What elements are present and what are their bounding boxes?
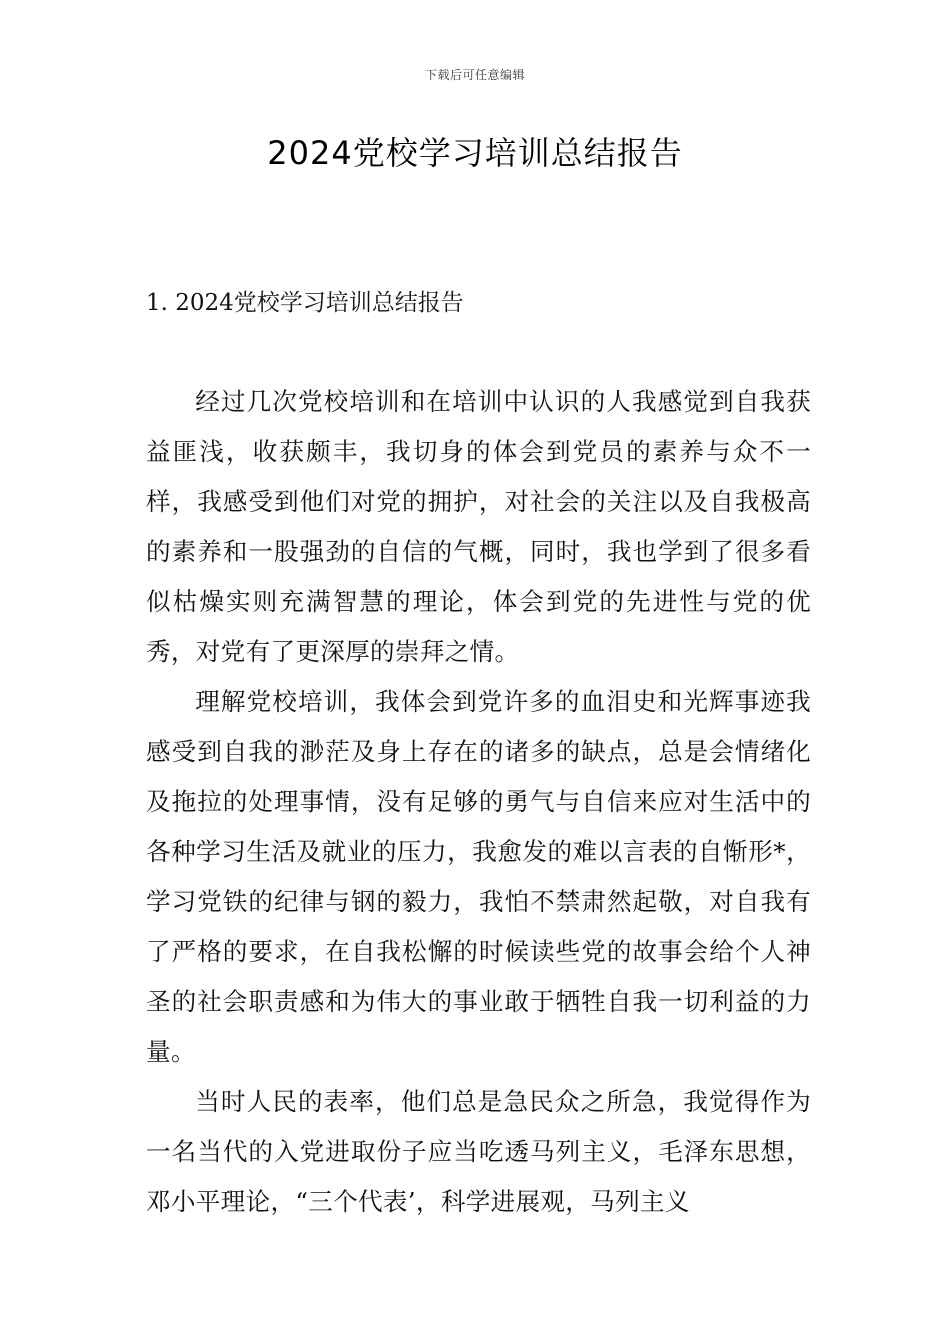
section-heading: 1. 2024党校学习培训总结报告 <box>146 290 464 316</box>
paragraph: 当时人民的表率，他们总是急民众之所急，我觉得作为一名当代的入党进取份子应当吃透马列主义，毛泽东思想，邓小平理论，“三个代表’，科学进展观，马列主义 <box>146 1087 811 1216</box>
paragraph: 理解党校培训，我体会到党许多的血泪史和光辉事迹我感受到自我的渺茫及身上存在的诸多的缺点，总是会情绪化及拖拉的处理事情，没有足够的勇气与自信来应对生活中的各种学习生活及就业的压力，我愈发的难以言表的自惭形*，学习党铁的纪律与钢的毅力，我怕不禁肃然起敬，对自我有了严格的要求，在自我松懈的时候读些党的故事会给个人神圣的社会职责感和为伟大的事业敢于牺牲自我一切利益的力量。 <box>146 687 811 1066</box>
paragraph: 经过几次党校培训和在培训中认识的人我感觉到自我获益匪浅，收获颇丰，我切身的体会到党员的素养与众不一样，我感受到他们对党的拥护，对社会的关注以及自我极高的素养和一股强劲的自信的气概，同时，我也学到了很多看似枯燥实则充满智慧的理论，体会到党的先进性与党的优秀，对党有了更深厚的崇拜之情。 <box>146 387 811 666</box>
header-note: 下载后可任意编辑 <box>424 68 525 82</box>
body-text <box>146 377 811 1227</box>
document-title: 2024党校学习培训总结报告 <box>267 134 683 172</box>
